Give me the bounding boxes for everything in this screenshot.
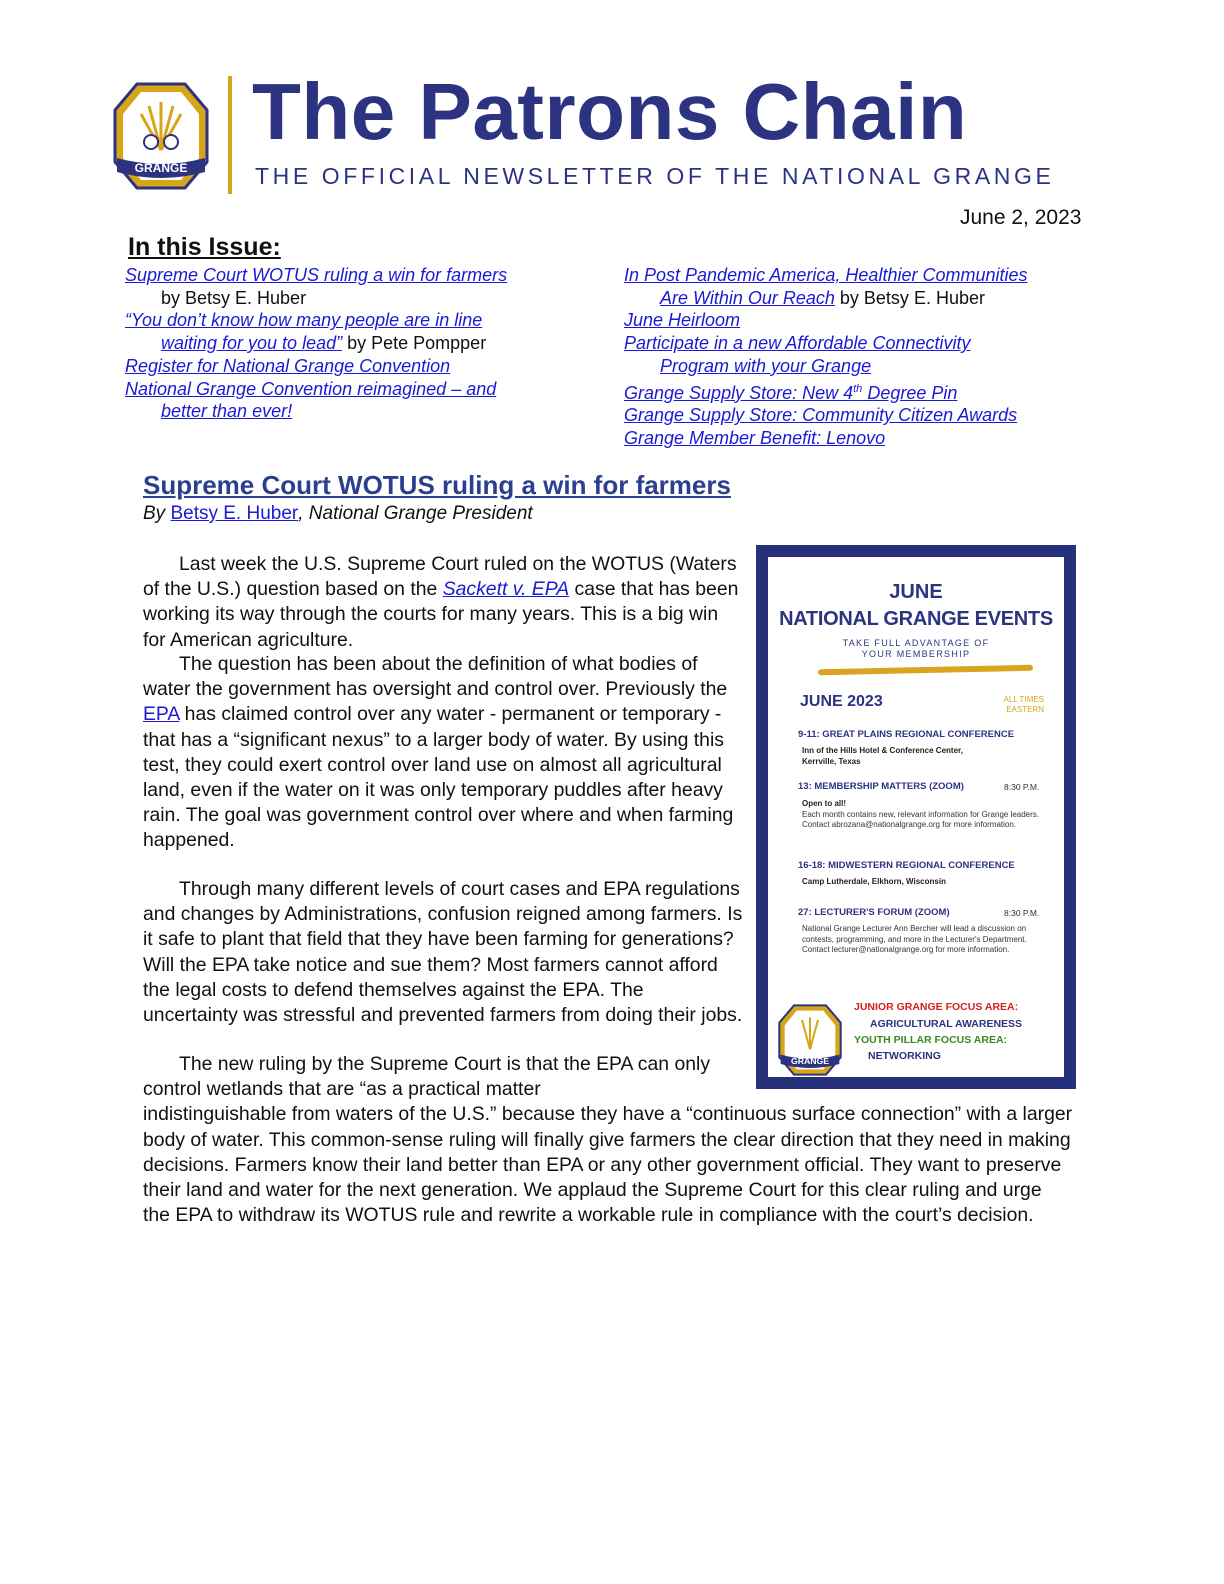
flyer-event-title: 27: LECTURER'S FORUM (ZOOM) bbox=[798, 907, 950, 918]
toc-link-pandemic-cont[interactable]: Are Within Our Reach bbox=[660, 287, 835, 308]
flyer-event-detail: Open to all! Each month contains new, relevant information for Grange leaders. Contact abrozana@nationalgrange.org for more information. bbox=[802, 799, 1040, 829]
flyer-ag-awareness: AGRICULTURAL AWARENESS bbox=[870, 1018, 1023, 1030]
flyer-grange-logo bbox=[778, 1002, 842, 1078]
flyer-june: JUNE bbox=[889, 581, 943, 603]
flyer-month: JUNE 2023 bbox=[800, 693, 883, 710]
toc-link-register[interactable]: Register for National Grange Convention bbox=[125, 355, 451, 376]
flyer-heading: NATIONAL GRANGE EVENTS bbox=[779, 608, 1053, 630]
newsletter-subtitle: THE OFFICIAL NEWSLETTER OF THE NATIONAL GRANGE bbox=[255, 163, 1055, 189]
toc-link-reimagined[interactable]: National Grange Convention reimagined – and bbox=[125, 378, 497, 399]
toc-link-citizen-awards[interactable]: Grange Supply Store: Community Citizen Awards bbox=[624, 405, 1018, 426]
flyer-brush-stroke bbox=[818, 665, 1033, 676]
toc-item bbox=[624, 378, 1094, 405]
flyer-times-note: ALL TIMES EASTERN bbox=[1003, 695, 1044, 714]
article-paragraph: The new ruling by the Supreme Court is that the EPA can only control wetlands that are “as a practical matter indistinguishable from waters of the U.S.” because they have a “continuous surface connection” with a larger body of water. This common-sense ruling will finally give farmers the clear direction that they need in making decisions. Farmers know their land better than EPA or any other government official. They want to preserve their land and water for the next generation. We applaud the Supreme Court for this clear ruling and urge the EPA to withdraw its WOTUS rule and rewrite a workable rule in compliance with the court’s decision. bbox=[143, 1053, 1073, 1227]
article-title[interactable]: Supreme Court WOTUS ruling a win for farmers bbox=[143, 470, 731, 500]
article-paragraph: The question has been about the definition of what bodies of water the government has oversight and control over. Previously the EPA has claimed control over any water - permanent or temporary - that has a “significant nexus” to a larger body of water. By using this test, they could exert control over land use on almost all agricultural land, even if the water on it was only temporary puddles after heavy rain. The goal was government control over where and when farming happened. bbox=[143, 653, 734, 852]
toc-link-pandemic[interactable]: In Post Pandemic America, Healthier Communities bbox=[624, 265, 1028, 285]
toc-item bbox=[624, 332, 1094, 377]
issue-date: June 2, 2023 bbox=[960, 206, 1082, 229]
flyer-event-title: 13: MEMBERSHIP MATTERS (ZOOM) bbox=[798, 781, 964, 792]
toc-link-lead[interactable]: “You don’t know how many people are in line bbox=[125, 310, 483, 331]
toc-link-heirloom[interactable]: June Heirloom bbox=[624, 310, 741, 331]
masthead-divider bbox=[228, 76, 232, 194]
article-paragraph: Last week the U.S. Supreme Court ruled on the WOTUS (Waters of the U.S.) question based on the Sackett v. EPA case that has been working its way through the courts for many years. This is a big win for American agriculture. bbox=[143, 553, 739, 651]
article-paragraph: Through many different levels of court cases and EPA regulations and changes by Administrations, confusion reigned among farmers. Is it safe to plant that field that they have been farming for generations? Will the EPA take notice and sue them? Most farmers cannot afford the legal costs to defend themselves against the EPA. The uncertainty was stressful and prevented farmers from doing their jobs. bbox=[143, 878, 743, 1027]
toc-link-degree-pin[interactable]: Grange Supply Store: New 4th Degree Pin bbox=[624, 382, 958, 403]
toc-right-column bbox=[624, 264, 1094, 450]
flyer-event-detail: Inn of the Hills Hotel & Conference Center, Kerrville, Texas bbox=[802, 746, 963, 766]
article-byline: By Betsy E. Huber, National Grange President bbox=[143, 503, 533, 524]
flyer-body bbox=[768, 557, 1064, 1077]
grange-logo bbox=[113, 80, 209, 192]
flyer-event-detail: Camp Lutherdale, Elkhorn, Wisconsin bbox=[802, 877, 946, 886]
june-events-flyer bbox=[756, 545, 1076, 1089]
svg-text:GRANGE: GRANGE bbox=[134, 161, 188, 175]
toc-item bbox=[624, 309, 1094, 332]
toc-link-lead-cont[interactable]: waiting for you to lead” bbox=[161, 333, 343, 354]
toc-item bbox=[125, 378, 595, 423]
flyer-youth-focus: YOUTH PILLAR FOCUS AREA: bbox=[854, 1034, 1008, 1046]
toc-byline: by Betsy E. Huber bbox=[161, 287, 307, 308]
flyer-event-title: 9-11: GREAT PLAINS REGIONAL CONFERENCE bbox=[798, 729, 1015, 740]
toc-item bbox=[624, 427, 1094, 450]
flyer-junior-focus: JUNIOR GRANGE FOCUS AREA: bbox=[854, 1001, 1019, 1013]
toc-item bbox=[125, 355, 595, 378]
toc-item bbox=[125, 309, 595, 354]
flyer-event-title: 16-18: MIDWESTERN REGIONAL CONFERENCE bbox=[798, 860, 1015, 871]
flyer-tagline: TAKE FULL ADVANTAGE OF YOUR MEMBERSHIP bbox=[842, 638, 990, 659]
epa-link[interactable]: EPA bbox=[143, 703, 180, 726]
flyer-event-time: 8:30 P.M. bbox=[1004, 908, 1040, 918]
flyer-networking: NETWORKING bbox=[868, 1050, 941, 1062]
author-link[interactable]: Betsy E. Huber bbox=[170, 503, 299, 524]
toc-byline: by Betsy E. Huber bbox=[834, 287, 985, 308]
toc-link-connectivity[interactable]: Participate in a new Affordable Connectivity bbox=[624, 333, 971, 354]
toc-heading: In this Issue: bbox=[128, 233, 281, 261]
toc-link-lenovo[interactable]: Grange Member Benefit: Lenovo bbox=[624, 427, 886, 448]
sackett-link[interactable]: Sackett v. EPA bbox=[442, 578, 570, 601]
toc-left-column bbox=[125, 264, 595, 423]
toc-item bbox=[624, 264, 1094, 309]
flyer-event-time: 8:30 P.M. bbox=[1004, 782, 1040, 792]
toc-link-wotus[interactable]: Supreme Court WOTUS ruling a win for farmers bbox=[125, 265, 508, 285]
svg-text:GRANGE: GRANGE bbox=[791, 1056, 829, 1066]
toc-link-reimagined-cont[interactable]: better than ever! bbox=[161, 401, 293, 422]
toc-item bbox=[125, 264, 595, 309]
toc-byline: by Pete Pompper bbox=[342, 333, 487, 354]
newsletter-title: The Patrons Chain bbox=[252, 67, 968, 156]
toc-item bbox=[624, 404, 1094, 427]
flyer-event-detail: National Grange Lecturer Ann Bercher will lead a discussion on contests, programming, and more in the Lecturer's Department. Contact lecturer@nationalgrange.org for more information. bbox=[802, 924, 1027, 954]
toc-link-connectivity-cont[interactable]: Program with your Grange bbox=[660, 355, 872, 376]
